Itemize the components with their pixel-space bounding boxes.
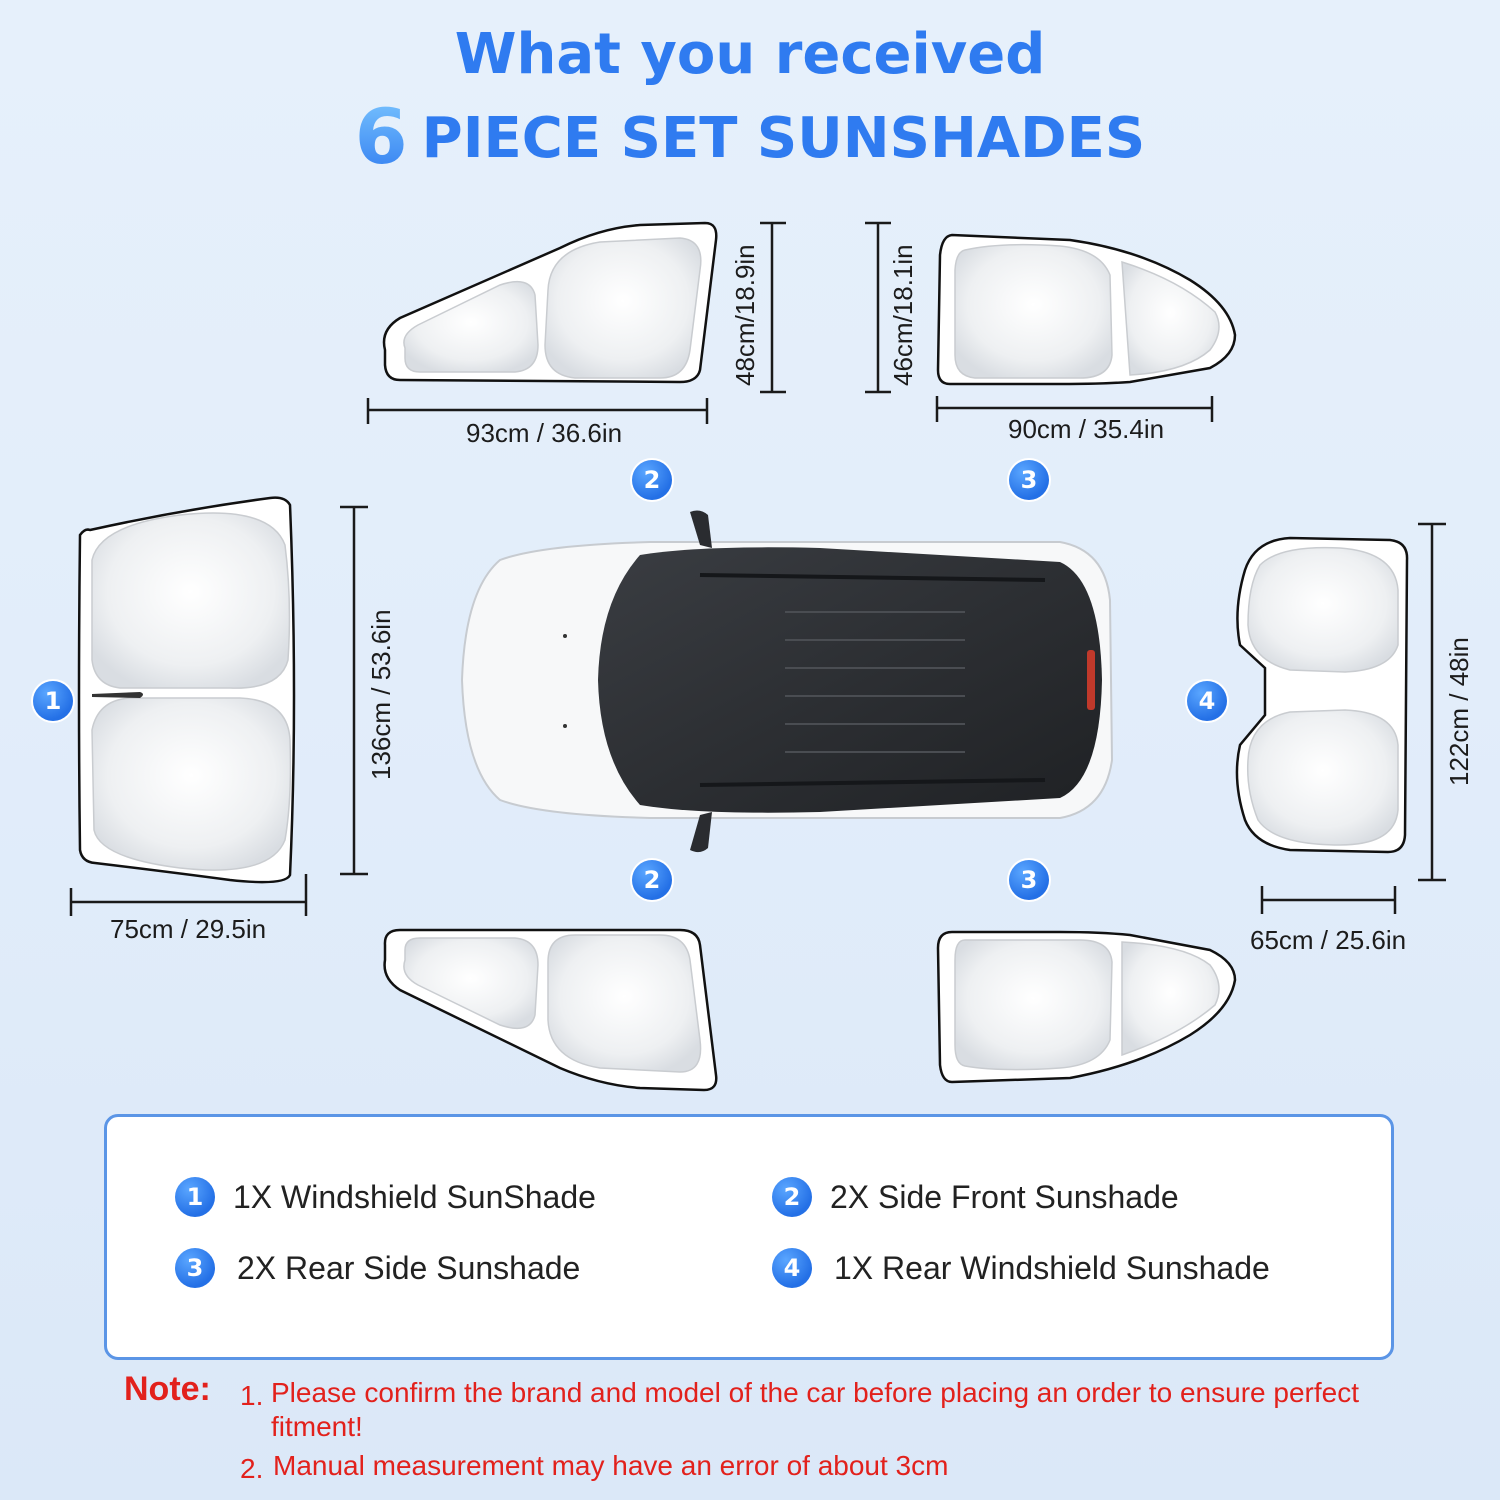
rear-windshield-height-label: 122cm / 48in [1444,637,1474,786]
rear-windshield-width-label: 65cm / 25.6in [1250,925,1407,955]
rear-side-shade-bottom [938,932,1235,1082]
side-front-shade-top [384,223,716,382]
piece-count: 6 [354,92,408,181]
legend-text-rear-windshield: 1X Rear Windshield Sunshade [834,1249,1270,1286]
title-what-you-received: What you received [454,22,1046,87]
title-piece-set-text: PIECE SET SUNSHADES [421,106,1146,171]
legend-item-rear-windshield [772,1248,1270,1288]
legend-text-rear-side: 2X Rear Side Sunshade [237,1249,581,1286]
legend-badge-1: 1 [175,1177,215,1217]
badge-4: 4 [1187,681,1227,721]
legend-item-side-front [772,1177,1179,1217]
legend-text-side-front: 2X Side Front Sunshade [830,1178,1179,1215]
note-1-text: Please confirm the brand and model of the car before placing an order to ensure perfect fitment! [271,1377,1359,1442]
legend-text-windshield: 1X Windshield SunShade [233,1178,596,1215]
rear-side-height-label: 46cm/18.1in [888,244,918,386]
badge-3-bottom: 3 [1009,860,1049,900]
badge-1: 1 [33,681,73,721]
badge-2-top: 2 [632,460,672,500]
legend-badge-2: 2 [772,1177,812,1217]
car-top-view [462,511,1112,853]
legend-item-windshield [175,1177,596,1217]
windshield-height-label: 136cm / 53.6in [366,609,396,780]
note-label: Note: [124,1370,211,1408]
rear-side-width-label: 90cm / 35.4in [1008,414,1165,444]
legend-badge-4: 4 [772,1248,812,1288]
note-2-text: Manual measurement may have an error of about 3cm [273,1450,949,1481]
rear-windshield-shade [1237,538,1407,852]
windshield-shade [79,498,294,882]
badge-3-top: 3 [1009,460,1049,500]
windshield-width-label: 75cm / 29.5in [110,914,267,944]
rear-side-shade-top [938,235,1235,384]
note-1-number: 1. [240,1380,264,1411]
badge-2-bottom: 2 [632,860,672,900]
legend-badge-3: 3 [175,1248,215,1288]
side-front-width-label: 93cm / 36.6in [466,418,623,448]
legend-box [104,1114,1394,1360]
side-front-height-label: 48cm/18.9in [730,244,760,386]
legend-item-rear-side [175,1248,580,1288]
side-front-shade-bottom [385,930,717,1090]
note-2-number: 2. [240,1453,264,1484]
